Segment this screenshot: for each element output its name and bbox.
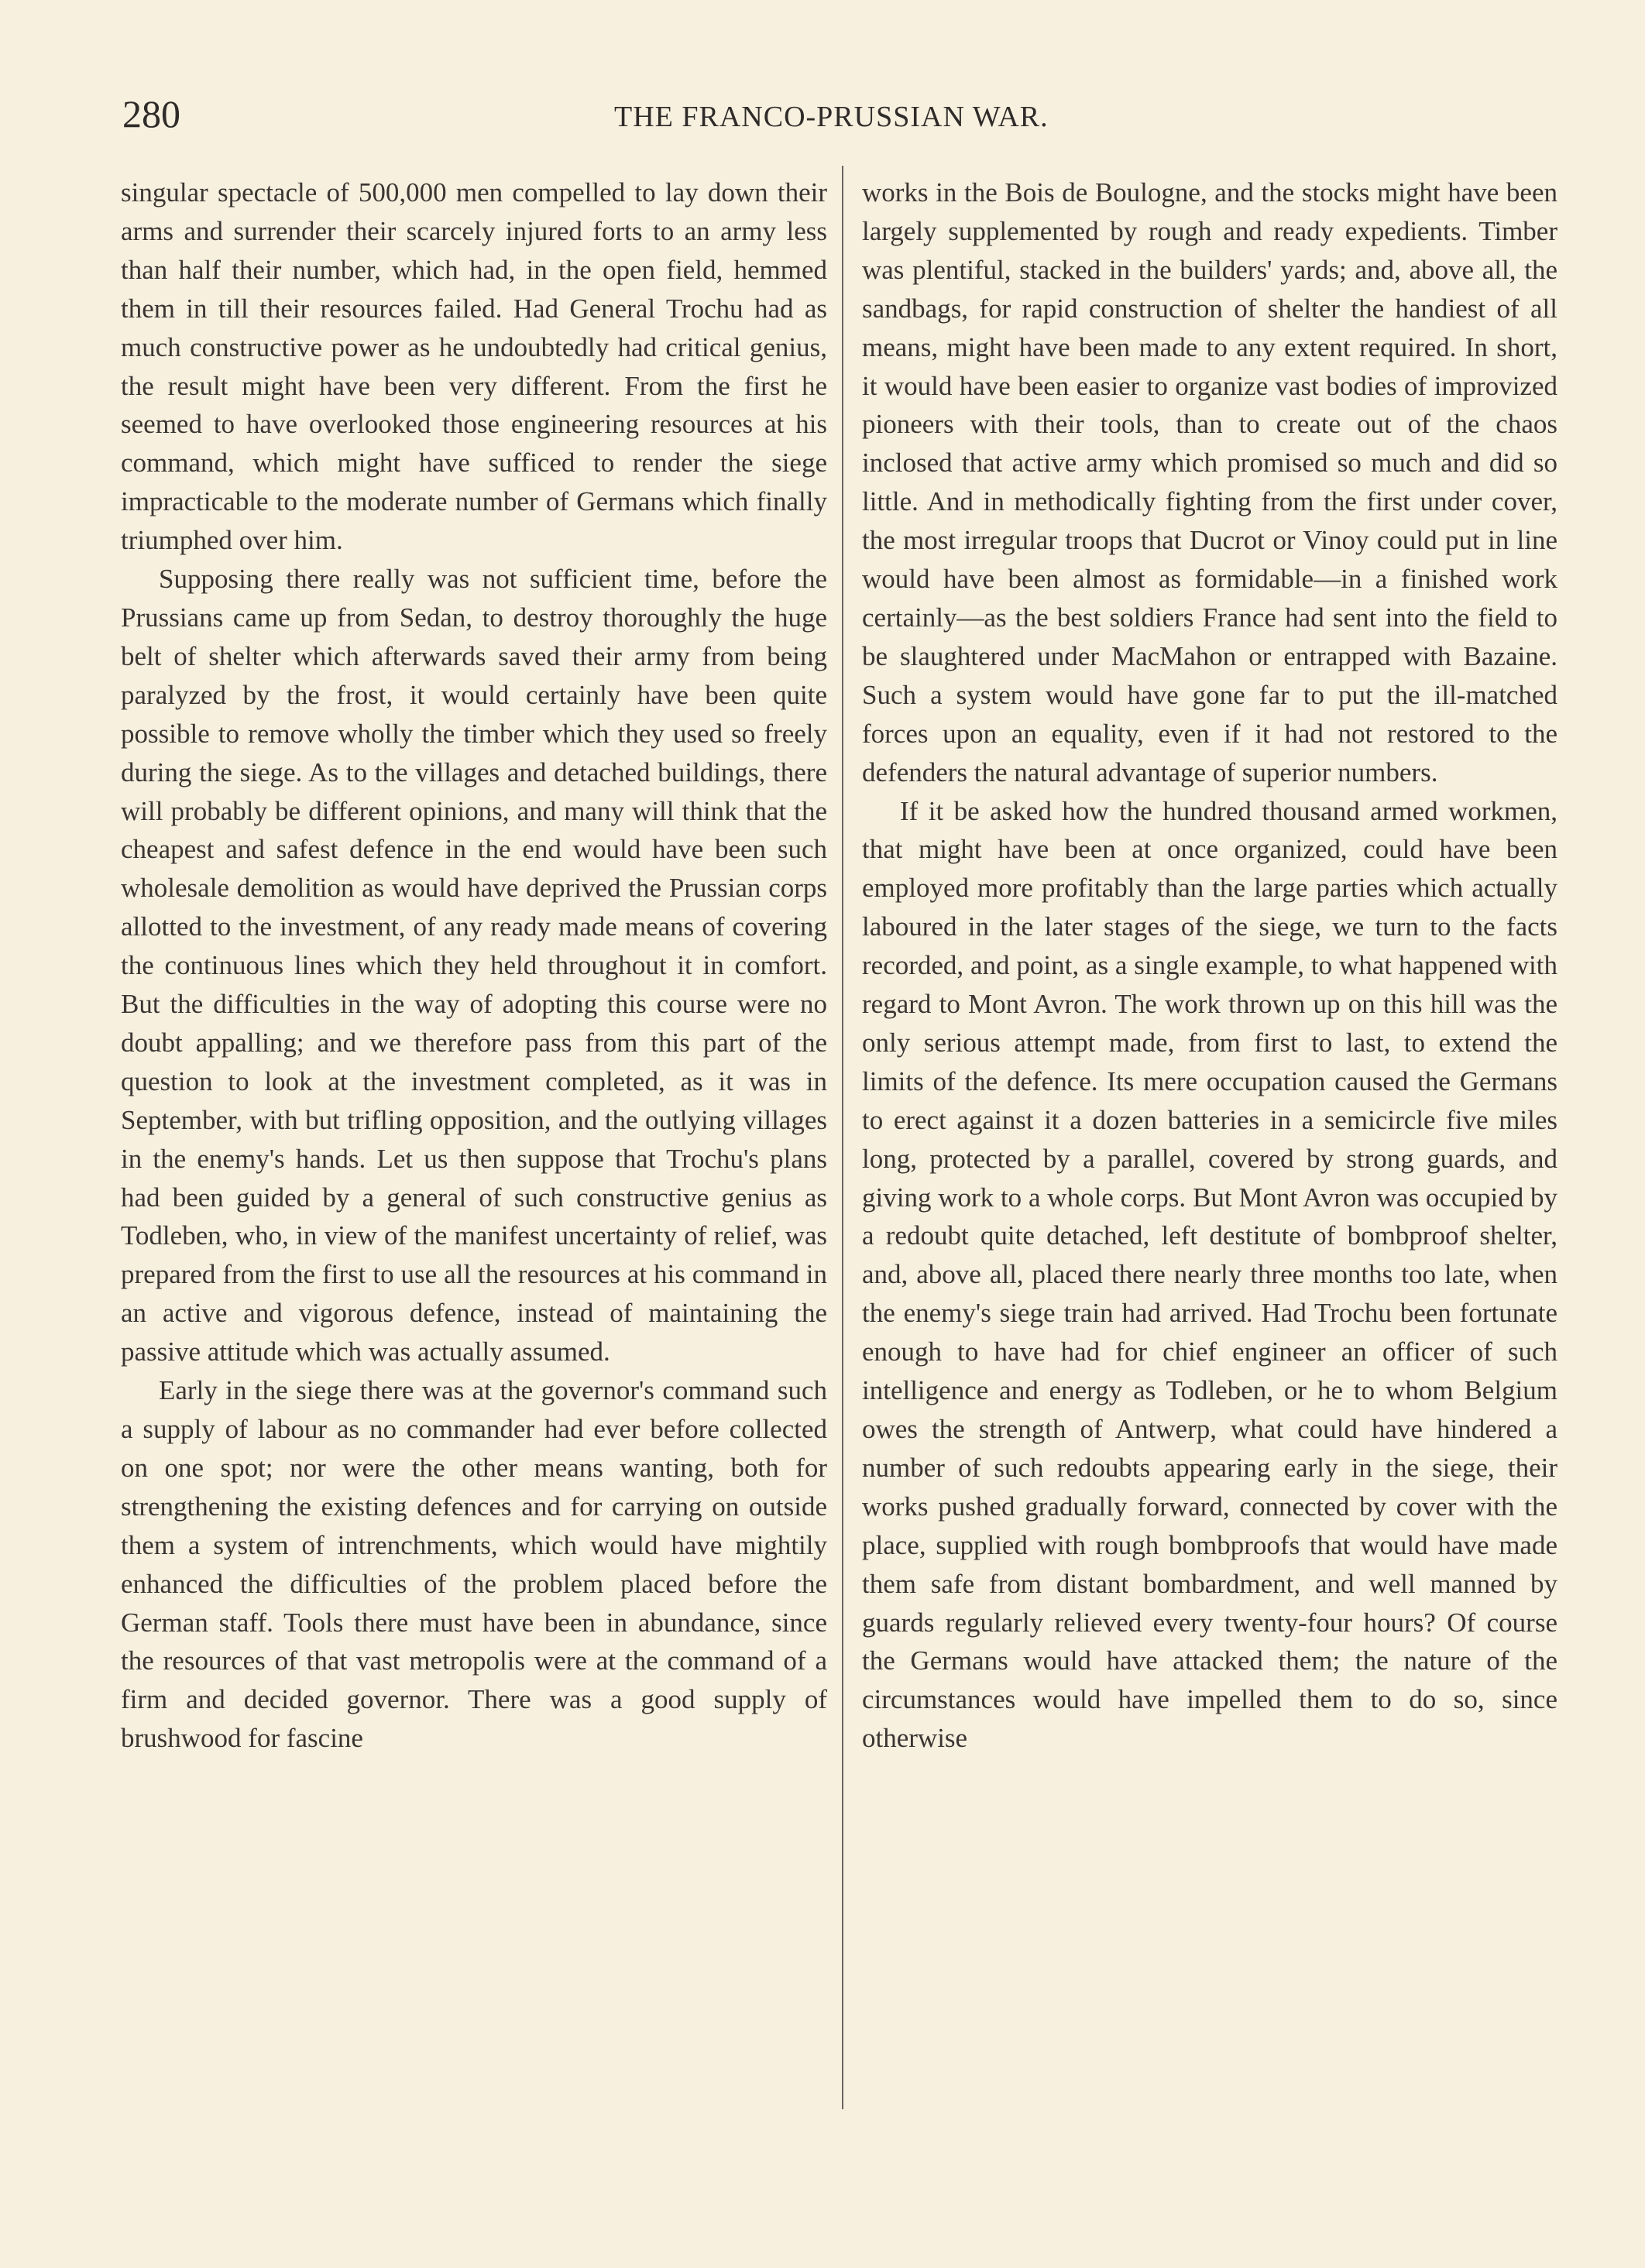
paragraph: Early in the siege there was at the governor's command such a supply of labour as no commander had ever before collected on one spot; nor were the other means wanting, both for strengthening the existing defences and for carrying on outside them a system of intrenchments, which would have mightily enhanced the difficulties of the problem placed before the German staff. Tools there must have been in abundance, since the resources of that vast metropolis were at the command of a firm and decided governor. There was a good supply of brushwood for fascine: [121, 1375, 827, 1754]
column-divider: [842, 166, 843, 2109]
running-head: THE FRANCO-PRUSSIAN WAR.: [614, 101, 1049, 133]
paragraph: works in the Bois de Boulogne, and the stocks might have been largely supplemented by rough and ready expedients. Timber was plentiful, stacked in the builders' yards; and, above all, the sandbags, for rapid construction of shelter the handiest of all means, might have been made to any extent required. In short, it would have been easier to organize vast bodies of improvized pioneers with their tools, than to create out of the chaos inclosed that active army which promised so much and did so little. And in methodically fighting from the first under cover, the most irregular troops that Ducrot or Vinoy could put in line would have been almost as formidable—in a finished work certainly—as the best soldiers France had sent into the field to be slaughtered under MacMahon or entrapped with Bazaine. Such a system would have gone far to put the ill-matched forces upon an equality, even if it had not restored to the defenders the natural advantage of superior numbers.: [862, 177, 1557, 787]
paragraph: Supposing there really was not sufficient time, before the Prussians came up from Sedan, to destroy thoroughly the huge belt of shelter which afterwards saved their army from being paralyzed by the frost, it would certainly have been quite possible to remove wholly the timber which they used so freely during the siege. As to the villages and detached buildings, there will probably be different opinions, and many will think that the cheapest and safest defence in the end would have been such wholesale demolition as would have deprived the Prussian corps allotted to the investment, of any ready made means of covering the continuous lines which they held throughout it in comfort. But the difficulties in the way of adopting this course were no doubt appalling; and we therefore pass from this part of the question to look at the investment completed, as it was in September, with but trifling opposition, and the outlying villages in the enemy's hands. Let us then suppose that Trochu's plans had been guided by a general of such constructive genius as Todleben, who, in view of the manifest uncertainty of relief, was prepared from the first to use all the resources at his command in an active and vigorous defence, instead of maintaining the passive attitude which was actually assumed.: [121, 564, 827, 1367]
page-number: 280: [122, 92, 180, 136]
paragraph: If it be asked how the hundred thousand armed workmen, that might have been at once organized, could have been employed more profitably than the large parties which actually laboured in the later stages of the siege, we turn to the facts recorded, and point, as a single example, to what happened with regard to Mont Avron. The work thrown up on this hill was the only serious attempt made, from first to last, to extend the limits of the defence. Its mere occupation caused the Germans to erect against it a dozen batteries in a semicircle five miles long, protected by a parallel, covered by strong guards, and giving work to a whole corps. But Mont Avron was occupied by a redoubt quite detached, left destitute of bombproof shelter, and, above all, placed there nearly three months too late, when the enemy's siege train had arrived. Had Trochu been fortunate enough to have had for chief engineer an officer of such intelligence and energy as Todleben, or he to whom Belgium owes the strength of Antwerp, what could have hindered a number of such redoubts appearing early in the siege, their works pushed gradually forward, connected by cover with the place, supplied with rough bombproofs that would have made them safe from distant bombardment, and well manned by guards regularly relieved every twenty-four hours? Of course the Germans would have attacked them; the nature of the circumstances would have impelled them to do so, since otherwise: [862, 795, 1557, 1754]
right-column: [862, 173, 1557, 1758]
left-column: [121, 173, 827, 1758]
paragraph: singular spectacle of 500,000 men compelled to lay down their arms and surrender their scarcely injured forts to an army less than half their number, which had, in the open field, hemmed them in till their resources failed. Had General Trochu had as much constructive power as he undoubtedly had critical genius, the result might have been very different. From the first he seemed to have overlooked those engineering resources at his command, which might have sufficed to render the siege impracticable to the moderate number of Germans which finally triumphed over him.: [121, 177, 827, 556]
